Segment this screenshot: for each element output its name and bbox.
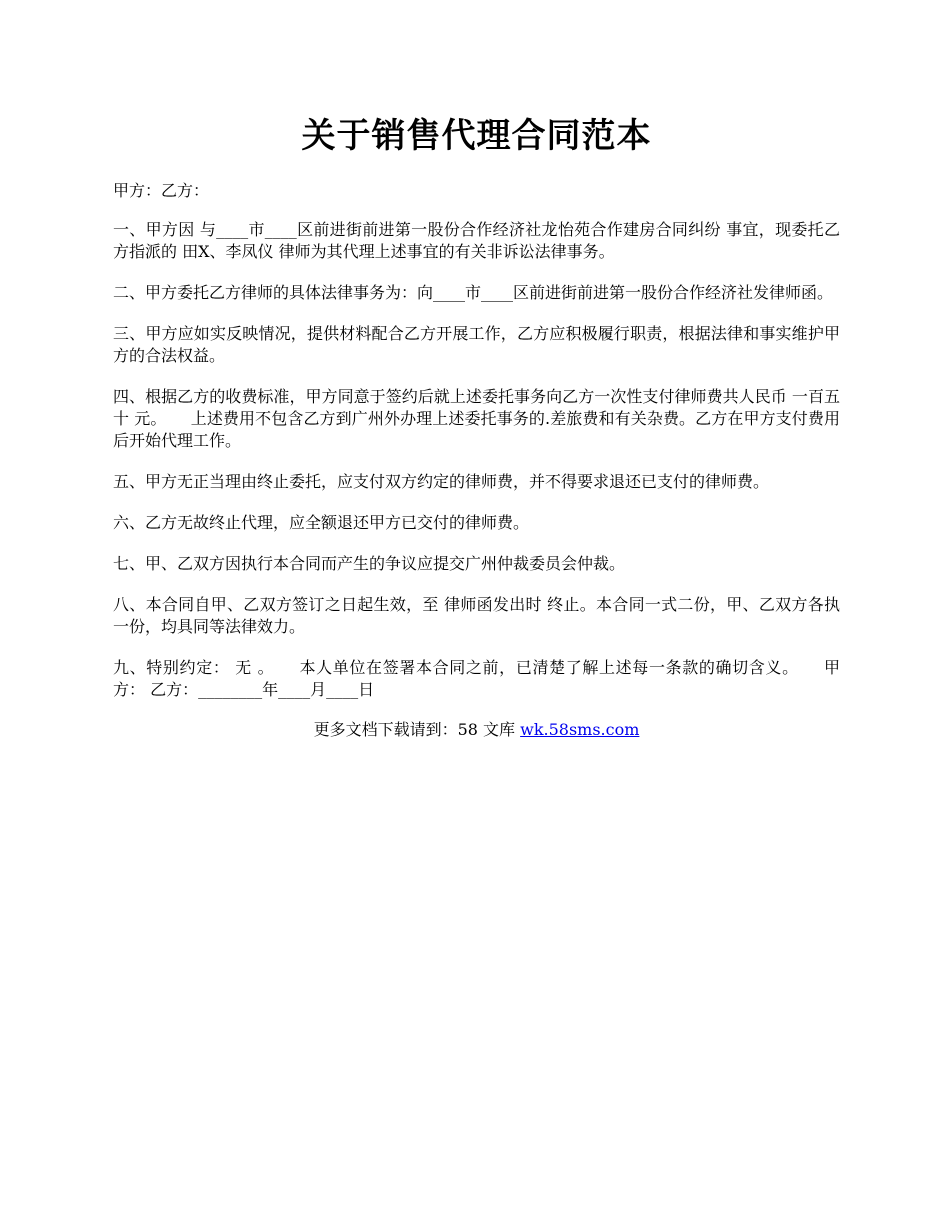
clause-5: 五、甲方无正当理由终止委托，应支付双方约定的律师费，并不得要求退还已支付的律师费。 (113, 472, 770, 491)
document-page (113, 112, 840, 741)
clause-6: 六、乙方无故终止代理，应全额退还甲方已交付的律师费。 (113, 513, 530, 532)
document-title: 关于销售代理合同范本 (301, 116, 652, 156)
download-footer (113, 719, 840, 741)
clause-3: 三、甲方应如实反映情况，提供材料配合乙方开展工作，乙方应积极履行职责，根据法律和事实维护甲方的合法权益。 (113, 324, 840, 365)
footer-link[interactable]: wk.58sms.com (520, 720, 640, 739)
footer-prefix: 更多文档下载请到：58 文库 (313, 720, 521, 739)
clause-1: 一、甲方因 与____市____区前进街前进第一股份合作经济社龙怡苑合作建房合同纠纷 事宜，现委托乙方指派的 田X、李凤仪 律师为其代理上述事宜的有关非诉讼法律事务。 (113, 220, 840, 261)
clause-2: 二、甲方委托乙方律师的具体法律事务为：向____市____区前进街前进第一股份合作经济社发律师函。 (113, 283, 834, 302)
clause-9: 九、特别约定： 无 。 本人单位在签署本合同之前，已清楚了解上述每一条款的确切含义。 甲方： 乙方：________年____月____日 (113, 658, 840, 699)
clause-8: 八、本合同自甲、乙双方签订之日起生效，至 律师函发出时 终止。本合同一式二份，甲、乙双方各执一份，均具同等法律效力。 (113, 595, 840, 636)
clause-7: 七、甲、乙双方因执行本合同而产生的争议应提交广州仲裁委员会仲裁。 (113, 554, 626, 573)
clause-4: 四、根据乙方的收费标准，甲方同意于签约后就上述委托事务向乙方一次性支付律师费共人民币 一百五十 元。 上述费用不包含乙方到广州外办理上述委托事务的.差旅费和有关杂费。乙方在甲方支付费用后开始代理工作。 (113, 387, 840, 450)
parties-line: 甲方：乙方： (113, 181, 210, 200)
